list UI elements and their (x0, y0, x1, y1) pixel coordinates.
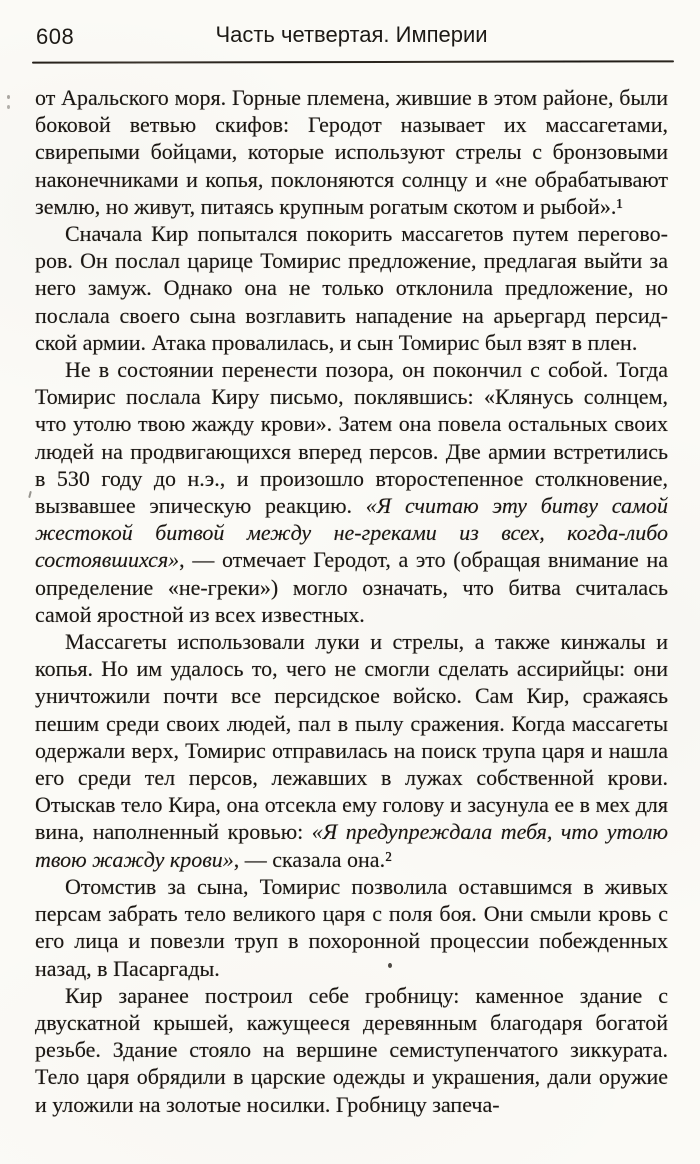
scan-artifact (7, 95, 10, 99)
text-run: Не в состоянии перенести позора, он покончил с собой. Тогда Томирис послала Киру письмо, поклявшись: «Клянусь солнцем, что утолю твою жажду крови». Затем она повела остальных своих людей на продвигающихся вперед персов. Две армии встретились в 530 году до н.э., и произошло второстепенное столкновение, вызвавшее эпическую реакцию. (35, 357, 668, 519)
paragraph (35, 873, 668, 982)
paragraph (35, 356, 668, 628)
paragraph (35, 982, 668, 1118)
text-run: , — отмечает Геродот, а это (обращая внимание на определение «не-греки») могло означать, что битва считалась самой яростной из всех известных. (35, 547, 668, 627)
page-number: 608 (36, 24, 75, 49)
header-rule (32, 60, 674, 63)
quote-italic-run: «Я считаю эту битву самой жестокой битвой между не-греками из всех, когда-либо состоявшихся» (35, 493, 668, 573)
text-run: Отомстив за сына, Томирис позволила оставшимся в живых персам забрать тело великого царя с поля боя. Они смыли кровь с его лица и повезли труп в похоронной процессии побежденных назад, в Пасаргады. (35, 873, 668, 981)
text-run: , — сказала она.² (233, 846, 392, 872)
paragraph (35, 84, 668, 220)
text-run: от Аральского моря. Горные племена, жившие в этом районе, были боковой ветвью скифов: Геродот называет их массагетами, свирепыми бойцами, которые используют стрелы с бронзовыми наконечниками и копья, поклоняются солнцу и «не обрабатывают землю, но живут, питаясь крупным рогатым скотом и рыбой».¹ (35, 85, 668, 219)
text-run: Кир заранее построил себе гробницу: каменное здание с двускатной крышей, кажущееся деревянным благодаря богатой резьбе. Здание стояло на вершине семиступенчатого зиккурата. Тело царя обрядили в царские одежды и украшения, дали оружие и уложили на золотые носилки. Гробницу запеча- (35, 982, 668, 1117)
scan-artifact (28, 491, 32, 498)
paragraph (35, 220, 668, 356)
page-body (35, 84, 668, 1118)
running-title: Часть четвертая. Империи (215, 22, 488, 47)
quote-italic-run: «Я предупреждала тебя, что утолю твою жажду крови» (35, 819, 668, 872)
text-run: Массагеты использовали луки и стрелы, а также кинжалы и копья. Но им удалось то, чего не смогли сделать ассирийцы: они уничтожили почти все персидское войско. Сам Кир, сражаясь пешим среди своих людей, пал в пылу сражения. Когда массагеты одержали верх, Томирис отправилась на поиск трупа царя и нашла его среди тел персов, лежавших в лужах собственной крови. Отыскав тело Кира, она отсекла ему голову и засунула ее в мех для вина, наполненный кровью: (35, 629, 668, 845)
text-run: Сначала Кир попытался покорить массагетов путем переговоров. Он послал царице Томирис предложение, предлагая выйти за него замуж. Однако она не только отклонила предложение, но послала своего сына возглавить нападение на арьергард персидской армии. Атака провалилась, и сын Томирис был взят в плен. (35, 221, 668, 355)
paragraph (35, 628, 668, 873)
scan-artifact (388, 963, 392, 968)
